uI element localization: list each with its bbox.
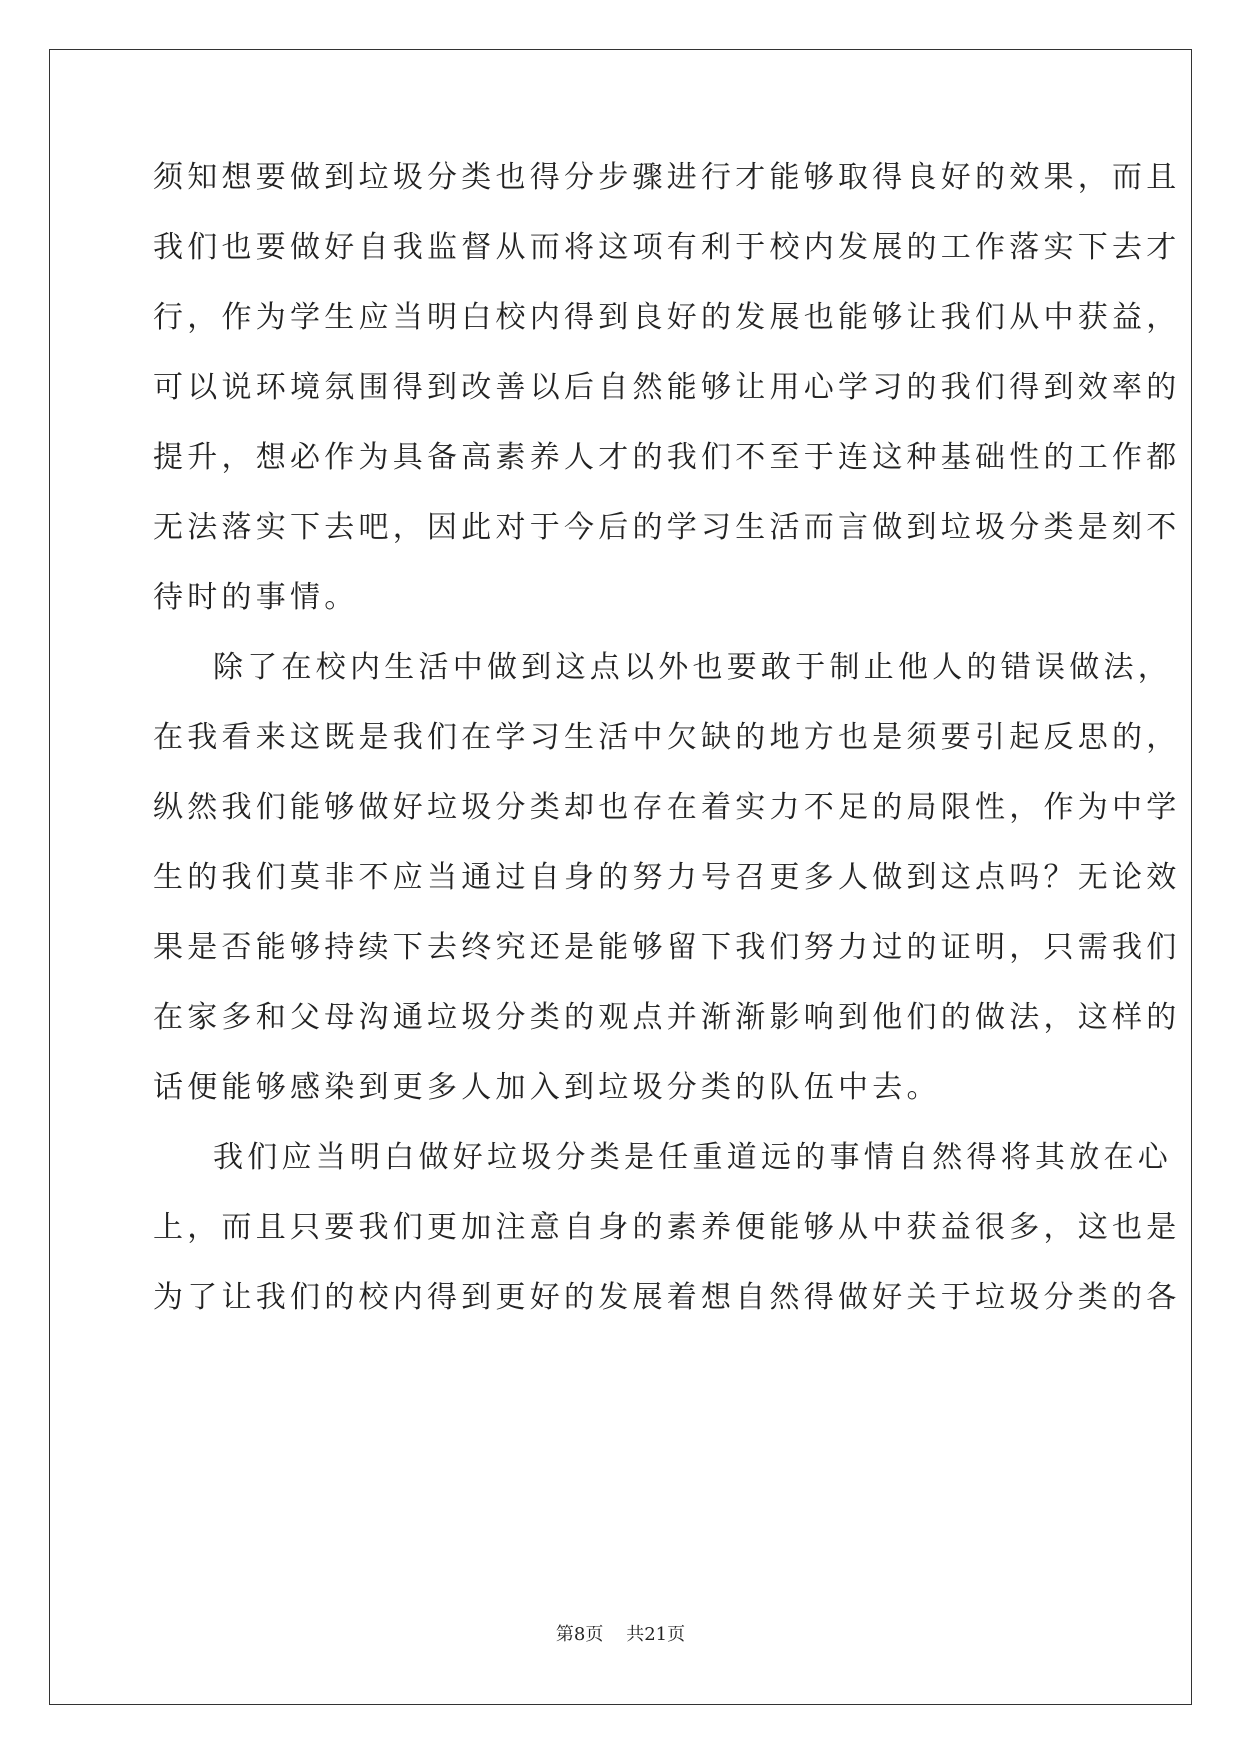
page-suffix: 页 (585, 1624, 604, 1645)
body-line-14: 话便能够感染到更多人加入到垃圾分类的队伍中去。 (153, 1070, 941, 1105)
body-line-1: 须知想要做到垃圾分类也得分步骤进行才能够取得良好的效果，而且 (153, 160, 1181, 195)
total-suffix: 页 (667, 1624, 686, 1645)
total-pages: 21 (644, 1624, 668, 1645)
total-label: 共 (626, 1624, 645, 1645)
body-line-12: 果是否能够持续下去终究还是能够留下我们努力过的证明，只需我们 (153, 930, 1181, 965)
body-line-10: 纵然我们能够做好垃圾分类却也存在着实力不足的局限性，作为中学 (153, 790, 1181, 825)
page-footer (0, 1620, 1241, 1646)
body-line-2: 我们也要做好自我监督从而将这项有利于校内发展的工作落实下去才 (153, 230, 1181, 265)
body-line-16: 上，而且只要我们更加注意自身的素养便能够从中获益很多，这也是 (153, 1210, 1181, 1245)
body-line-4: 可以说环境氛围得到改善以后自然能够让用心学习的我们得到效率的 (153, 370, 1181, 405)
body-line-11: 生的我们莫非不应当通过自身的努力号召更多人做到这点吗？无论效 (153, 860, 1181, 895)
body-line-5: 提升，想必作为具备高素养人才的我们不至于连这种基础性的工作都 (153, 440, 1181, 475)
body-line-15: 我们应当明白做好垃圾分类是任重道远的事情自然得将其放在心 (213, 1140, 1172, 1175)
body-line-6: 无法落实下去吧，因此对于今后的学习生活而言做到垃圾分类是刻不 (153, 510, 1181, 545)
page-number: 8 (573, 1624, 586, 1645)
body-line-17: 为了让我们的校内得到更好的发展着想自然得做好关于垃圾分类的各 (153, 1280, 1181, 1315)
body-line-3: 行，作为学生应当明白校内得到良好的发展也能够让我们从中获益， (153, 300, 1181, 335)
body-line-8: 除了在校内生活中做到这点以外也要敢于制止他人的错误做法， (213, 650, 1172, 685)
page-label: 第 (555, 1624, 574, 1645)
body-line-7: 待时的事情。 (153, 580, 359, 615)
body-line-9: 在我看来这既是我们在学习生活中欠缺的地方也是须要引起反思的， (153, 720, 1181, 755)
body-line-13: 在家多和父母沟通垃圾分类的观点并渐渐影响到他们的做法，这样的 (153, 1000, 1181, 1035)
